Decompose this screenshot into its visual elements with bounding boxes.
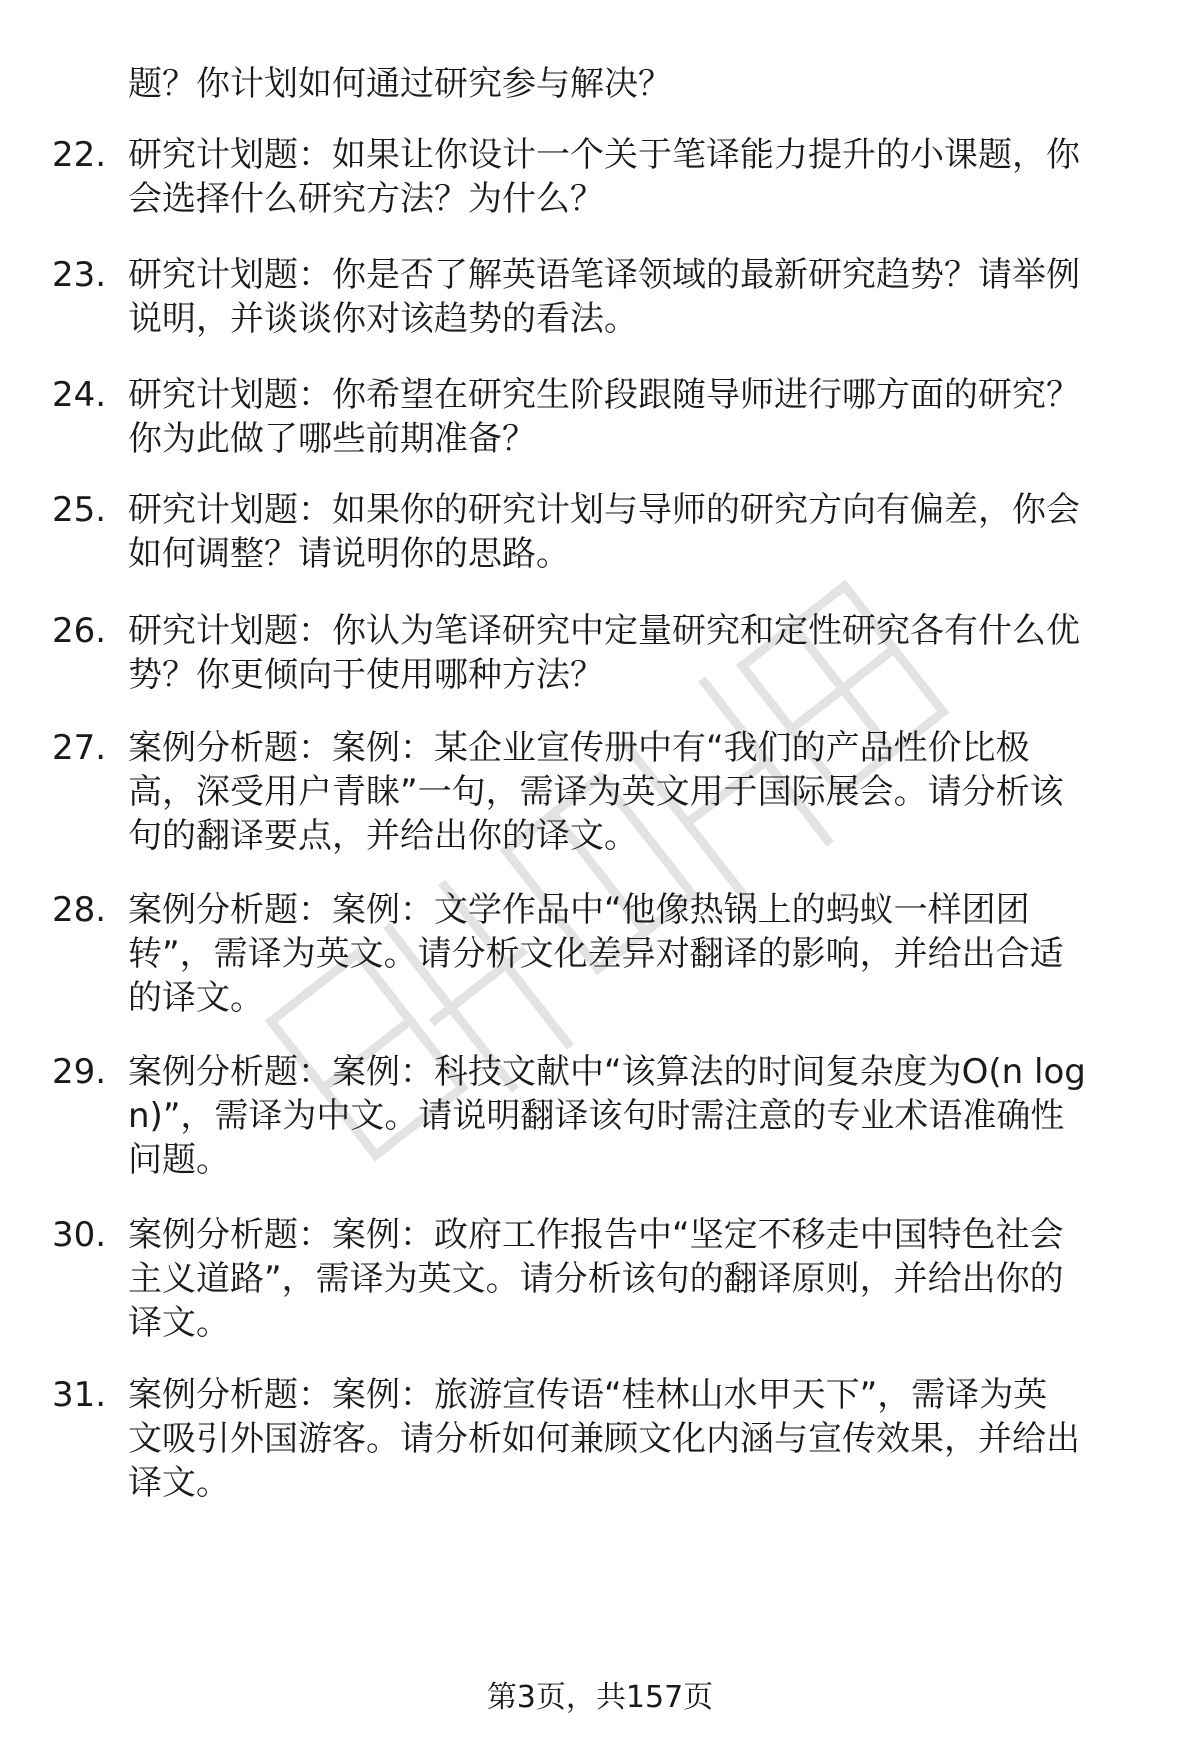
question-number: 31.: [52, 1375, 107, 1415]
question-line: 译文。: [128, 1303, 230, 1343]
question-text: [128, 253, 1168, 341]
question-number: 30.: [52, 1215, 107, 1255]
question-line: 主义道路”，需译为英文。请分析该句的翻译原则，并给出你的: [128, 1259, 1064, 1299]
question-number: 29.: [52, 1052, 107, 1092]
question-line: 案例分析题：案例：文学作品中“他像热锅上的蚂蚁一样团团: [128, 890, 1030, 930]
question-text: [128, 888, 1168, 1020]
question-line: 转”，需译为英文。请分析文化差异对翻译的影响，并给出合适: [128, 934, 1064, 974]
question-line: 的译文。: [128, 978, 264, 1018]
question-line: 案例分析题：案例：某企业宣传册中有“我们的产品性价比极: [128, 728, 1030, 768]
continuation-text: 题？你计划如何通过研究参与解决？: [128, 64, 672, 104]
question-line: 文吸引外国游客。请分析如何兼顾文化内涵与宣传效果，并给出: [128, 1419, 1080, 1459]
question-text: [128, 1050, 1168, 1182]
question-line: n)”，需译为中文。请说明翻译该句时需注意的专业术语准确性: [128, 1096, 1065, 1136]
question-text: [128, 726, 1168, 858]
question-number: 23.: [52, 255, 107, 295]
question-line: 问题。: [128, 1140, 230, 1180]
question-text: [128, 373, 1168, 461]
question-line: 会选择什么研究方法？为什么？: [128, 179, 604, 219]
question-line: 研究计划题：如果你的研究计划与导师的研究方向有偏差，你会: [128, 490, 1080, 530]
question-number: 24.: [52, 375, 107, 415]
question-line: 研究计划题：如果让你设计一个关于笔译能力提升的小课题，你: [128, 135, 1080, 175]
question-line: 案例分析题：案例：旅游宣传语“桂林山水甲天下”，需译为英: [128, 1375, 1048, 1415]
question-number: 26.: [52, 611, 107, 651]
question-line: 案例分析题：案例：政府工作报告中“坚定不移走中国特色社会: [128, 1215, 1064, 1255]
question-line: 你为此做了哪些前期准备？: [128, 419, 536, 459]
question-line: 如何调整？请说明你的思路。: [128, 534, 570, 574]
question-number: 22.: [52, 135, 107, 175]
question-line: 研究计划题：你是否了解英语笔译领域的最新研究趋势？请举例: [128, 255, 1080, 295]
question-text: [128, 488, 1168, 576]
question-line: 高，深受用户青睐”一句，需译为英文用于国际展会。请分析该: [128, 772, 1064, 812]
page-footer: 第3页，共157页: [486, 1680, 714, 1715]
question-line: 说明，并谈谈你对该趋势的看法。: [128, 299, 638, 339]
question-line: 案例分析题：案例：科技文献中“该算法的时间复杂度为O(n log: [128, 1052, 1086, 1092]
question-line: 句的翻译要点，并给出你的译文。: [128, 816, 638, 856]
question-text: [128, 1373, 1168, 1505]
question-text: [128, 1213, 1168, 1345]
question-line: 研究计划题：你希望在研究生阶段跟随导师进行哪方面的研究？: [128, 375, 1080, 415]
question-line: 译文。: [128, 1463, 230, 1503]
question-number: 25.: [52, 490, 107, 530]
question-number: 27.: [52, 728, 107, 768]
question-number: 28.: [52, 890, 107, 930]
question-text: [128, 133, 1168, 221]
question-text: [128, 609, 1168, 697]
question-line: 研究计划题：你认为笔译研究中定量研究和定性研究各有什么优: [128, 611, 1080, 651]
question-line: 势？你更倾向于使用哪种方法？: [128, 655, 604, 695]
